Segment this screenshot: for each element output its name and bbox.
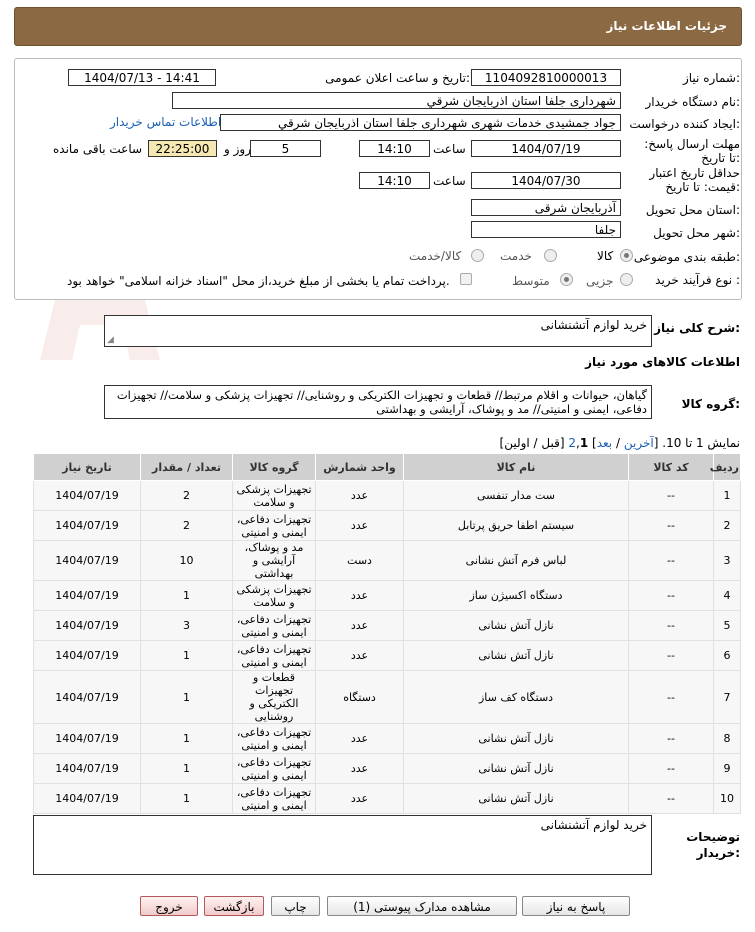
cell-qty: 1 xyxy=(141,724,233,754)
cell-group: تجهیزات دفاعی، ایمنی و امنیتی xyxy=(233,641,316,671)
validity-time-label: ساعت xyxy=(433,174,466,188)
page-title: جزئیات اطلاعات نیاز xyxy=(606,19,727,33)
province-field[interactable]: آذربایجان شرقی xyxy=(471,199,621,216)
process-partial-label: جزیی xyxy=(586,274,614,288)
buyer-org-field[interactable]: شهرداری جلفا استان اذربایجان شرقي xyxy=(172,92,621,109)
pagination-page-1: 1 xyxy=(579,436,589,450)
buyer-notes-text: خرید لوازم آتشنشانی xyxy=(540,818,647,832)
cell-code: -- xyxy=(629,481,714,511)
cell-name: لباس فرم آتش نشانی xyxy=(404,541,629,581)
process-type-label: نوع فرآیند خرید : xyxy=(655,273,740,287)
col-unit-header: واحد شمارش xyxy=(316,454,404,481)
validity-date-field[interactable]: 1404/07/30 xyxy=(471,172,621,189)
cell-date: 1404/07/19 xyxy=(34,581,141,611)
resize-grip-icon[interactable]: ◢ xyxy=(107,335,114,345)
cell-name: ست مدار تنفسی xyxy=(404,481,629,511)
col-code-header: کد کالا xyxy=(629,454,714,481)
table-row[interactable] xyxy=(34,481,741,511)
category-service-label: خدمت xyxy=(500,249,532,263)
treasury-payment-checkbox[interactable] xyxy=(460,273,472,285)
items-table-header xyxy=(34,454,741,481)
treasury-payment-note: پرداخت تمام یا بخشی از مبلغ خرید،از محل "اسناد خزانه اسلامی" خواهد بود. xyxy=(67,274,450,288)
reply-time-label: ساعت xyxy=(433,142,466,156)
table-row[interactable] xyxy=(34,581,741,611)
cell-date: 1404/07/19 xyxy=(34,541,141,581)
cell-row: 8 xyxy=(714,724,741,754)
cell-unit: عدد xyxy=(316,481,404,511)
cell-date: 1404/07/19 xyxy=(34,754,141,784)
cell-group: تجهیزات دفاعی، ایمنی و امنیتی xyxy=(233,784,316,814)
pagination-prev-first: [قبل / اولین] xyxy=(499,436,565,450)
cell-date: 1404/07/19 xyxy=(34,481,141,511)
pagination-last-link[interactable]: آخرین xyxy=(623,436,654,450)
cell-date: 1404/07/19 xyxy=(34,611,141,641)
buyer-notes-field[interactable] xyxy=(33,815,652,875)
category-both-radio[interactable] xyxy=(471,249,484,262)
cell-code: -- xyxy=(629,671,714,724)
cell-group: تجهیزات دفاعی، ایمنی و امنیتی xyxy=(233,724,316,754)
cell-code: -- xyxy=(629,641,714,671)
cell-name: نازل آتش نشانی xyxy=(404,724,629,754)
cell-qty: 2 xyxy=(141,511,233,541)
requester-label: ایجاد کننده درخواست: xyxy=(629,117,740,131)
days-field[interactable]: 5 xyxy=(250,140,321,157)
announce-date-field[interactable]: 1404/07/13 - 14:41 xyxy=(68,69,216,86)
cell-code: -- xyxy=(629,581,714,611)
cell-unit: عدد xyxy=(316,581,404,611)
cell-row: 10 xyxy=(714,784,741,814)
cell-unit: عدد xyxy=(316,754,404,784)
cell-unit: عدد xyxy=(316,511,404,541)
cell-group: مد و پوشاک، آرایشی و بهداشتی xyxy=(233,541,316,581)
cell-date: 1404/07/19 xyxy=(34,641,141,671)
need-number-label: شماره نیاز: xyxy=(682,71,740,85)
items-table-body xyxy=(34,481,741,814)
province-label: استان محل تحویل: xyxy=(645,203,740,217)
col-row-header: ردیف xyxy=(714,454,741,481)
category-both-label: کالا/خدمت xyxy=(409,249,462,263)
cell-date: 1404/07/19 xyxy=(34,724,141,754)
pagination-comma: , xyxy=(576,436,580,450)
table-row[interactable] xyxy=(34,671,741,724)
cell-date: 1404/07/19 xyxy=(34,784,141,814)
cell-date: 1404/07/19 xyxy=(34,671,141,724)
cell-row: 5 xyxy=(714,611,741,641)
pagination-range: نمایش 1 تا 10. xyxy=(662,436,740,450)
cell-row: 4 xyxy=(714,581,741,611)
view-attachments-button[interactable]: مشاهده مدارک پیوستی (1) xyxy=(327,896,517,916)
pagination-bracket-open: [ xyxy=(653,436,659,450)
table-row[interactable] xyxy=(34,511,741,541)
cell-name: نازل آتش نشانی xyxy=(404,754,629,784)
pagination-sep: / xyxy=(615,436,621,450)
need-number-field[interactable]: 1104092810000013 xyxy=(471,69,621,86)
items-table xyxy=(33,453,741,814)
goods-group-field[interactable] xyxy=(104,385,652,419)
validity-time-field[interactable]: 14:10 xyxy=(359,172,430,189)
cell-row: 6 xyxy=(714,641,741,671)
announce-date-label: تاریخ و ساعت اعلان عمومی: xyxy=(325,71,470,85)
buyer-notes-label: توضیحات خریدار: xyxy=(686,830,740,860)
table-row[interactable] xyxy=(34,724,741,754)
process-medium-radio[interactable] xyxy=(560,273,573,286)
cell-date: 1404/07/19 xyxy=(34,511,141,541)
city-label: شهر محل تحویل: xyxy=(653,226,740,240)
page-header xyxy=(14,7,742,46)
category-service-radio[interactable] xyxy=(544,249,557,262)
exit-button[interactable]: خروج xyxy=(140,896,198,916)
reply-button[interactable]: پاسخ به نیاز xyxy=(522,896,630,916)
table-row[interactable] xyxy=(34,784,741,814)
reply-time-field[interactable]: 14:10 xyxy=(359,140,430,157)
cell-qty: 3 xyxy=(141,611,233,641)
table-row[interactable] xyxy=(34,541,741,581)
days-label: روز و xyxy=(224,142,251,156)
cell-row: 1 xyxy=(714,481,741,511)
cell-unit: عدد xyxy=(316,641,404,671)
cell-name: نازل آتش نشانی xyxy=(404,611,629,641)
city-field[interactable]: جلفا xyxy=(471,221,621,238)
cell-group: تجهیزات پزشکی و سلامت xyxy=(233,481,316,511)
need-summary-text: خرید لوازم آتشنشانی xyxy=(540,318,647,332)
cell-qty: 2 xyxy=(141,481,233,511)
cell-name: دستگاه اکسیژن ساز xyxy=(404,581,629,611)
cell-code: -- xyxy=(629,784,714,814)
remaining-label: ساعت باقی مانده xyxy=(53,142,143,156)
cell-code: -- xyxy=(629,724,714,754)
reply-deadline-label: مهلت ارسال پاسخ: تا تاریخ: xyxy=(644,137,740,165)
pagination-bracket-close: ] xyxy=(592,436,597,450)
cell-group: تجهیزات پزشکی و سلامت xyxy=(233,581,316,611)
cell-qty: 1 xyxy=(141,641,233,671)
cell-group: قطعات و تجهیزات الکتریکی و روشنایی xyxy=(233,671,316,724)
min-validity-label: حداقل تاریخ اعتبار قیمت: تا تاریخ: xyxy=(649,166,740,194)
cell-code: -- xyxy=(629,611,714,641)
remaining-time-field: 22:25:00 xyxy=(148,140,217,157)
reply-date-field[interactable]: 1404/07/19 xyxy=(471,140,621,157)
table-row[interactable] xyxy=(34,641,741,671)
buyer-org-label: نام دستگاه خریدار: xyxy=(645,95,740,109)
buyer-contact-link[interactable]: اطلاعات تماس خریدار xyxy=(110,115,222,129)
cell-unit: دست xyxy=(316,541,404,581)
cell-unit: عدد xyxy=(316,611,404,641)
cell-code: -- xyxy=(629,541,714,581)
cell-qty: 1 xyxy=(141,754,233,784)
cell-name: سیستم اطفا حریق پرتابل xyxy=(404,511,629,541)
cell-name: دستگاه کف ساز xyxy=(404,671,629,724)
col-name-header: نام کالا xyxy=(404,454,629,481)
pagination xyxy=(500,436,740,450)
cell-unit: عدد xyxy=(316,724,404,754)
cell-qty: 10 xyxy=(141,541,233,581)
back-button[interactable]: بازگشت xyxy=(204,896,264,916)
cell-group: تجهیزات دفاعی، ایمنی و امنیتی xyxy=(233,611,316,641)
category-goods-radio[interactable] xyxy=(620,249,633,262)
cell-qty: 1 xyxy=(141,581,233,611)
cell-code: -- xyxy=(629,511,714,541)
goods-group-text: گیاهان، حیوانات و اقلام مرتبط// قطعات و تجهیزات الکتریکی و روشنایی// تجهیزات پزشکی و سلامت// تجهیزات دفاعی، ایمنی و امنیتی// مد و پوشاک، آرایشی و بهداشتی xyxy=(116,388,647,416)
col-date-header: تاریخ نیاز xyxy=(34,454,141,481)
cell-row: 3 xyxy=(714,541,741,581)
cell-name: نازل آتش نشانی xyxy=(404,641,629,671)
need-summary-label: شرح کلی نیاز: xyxy=(654,321,740,335)
pagination-next-link[interactable]: بعد xyxy=(596,436,613,450)
print-button[interactable]: چاپ xyxy=(271,896,320,916)
cell-row: 2 xyxy=(714,511,741,541)
cell-group: تجهیزات دفاعی، ایمنی و امنیتی xyxy=(233,511,316,541)
need-summary-field[interactable] xyxy=(104,315,652,347)
col-group-header: گروه کالا xyxy=(233,454,316,481)
process-medium-label: متوسط xyxy=(512,274,550,288)
cell-unit: دستگاه xyxy=(316,671,404,724)
goods-info-title: اطلاعات کالاهای مورد نیاز xyxy=(585,355,740,369)
cell-unit: عدد xyxy=(316,784,404,814)
requester-field[interactable]: جواد جمشیدی خدمات شهری شهرداری جلفا استان اذربایجان شرقي xyxy=(220,114,621,131)
pagination-page-2[interactable]: 2 xyxy=(568,436,577,450)
table-row[interactable] xyxy=(34,611,741,641)
category-goods-label: کالا xyxy=(597,249,614,263)
cell-row: 7 xyxy=(714,671,741,724)
cell-code: -- xyxy=(629,754,714,784)
table-row[interactable] xyxy=(34,754,741,784)
category-label: طبقه بندی موضوعی: xyxy=(633,250,740,264)
col-qty-header: تعداد / مقدار xyxy=(141,454,233,481)
cell-row: 9 xyxy=(714,754,741,784)
goods-group-label: گروه کالا: xyxy=(681,397,740,411)
cell-qty: 1 xyxy=(141,784,233,814)
cell-qty: 1 xyxy=(141,671,233,724)
process-partial-radio[interactable] xyxy=(620,273,633,286)
cell-group: تجهیزات دفاعی، ایمنی و امنیتی xyxy=(233,754,316,784)
cell-name: نازل آتش نشانی xyxy=(404,784,629,814)
